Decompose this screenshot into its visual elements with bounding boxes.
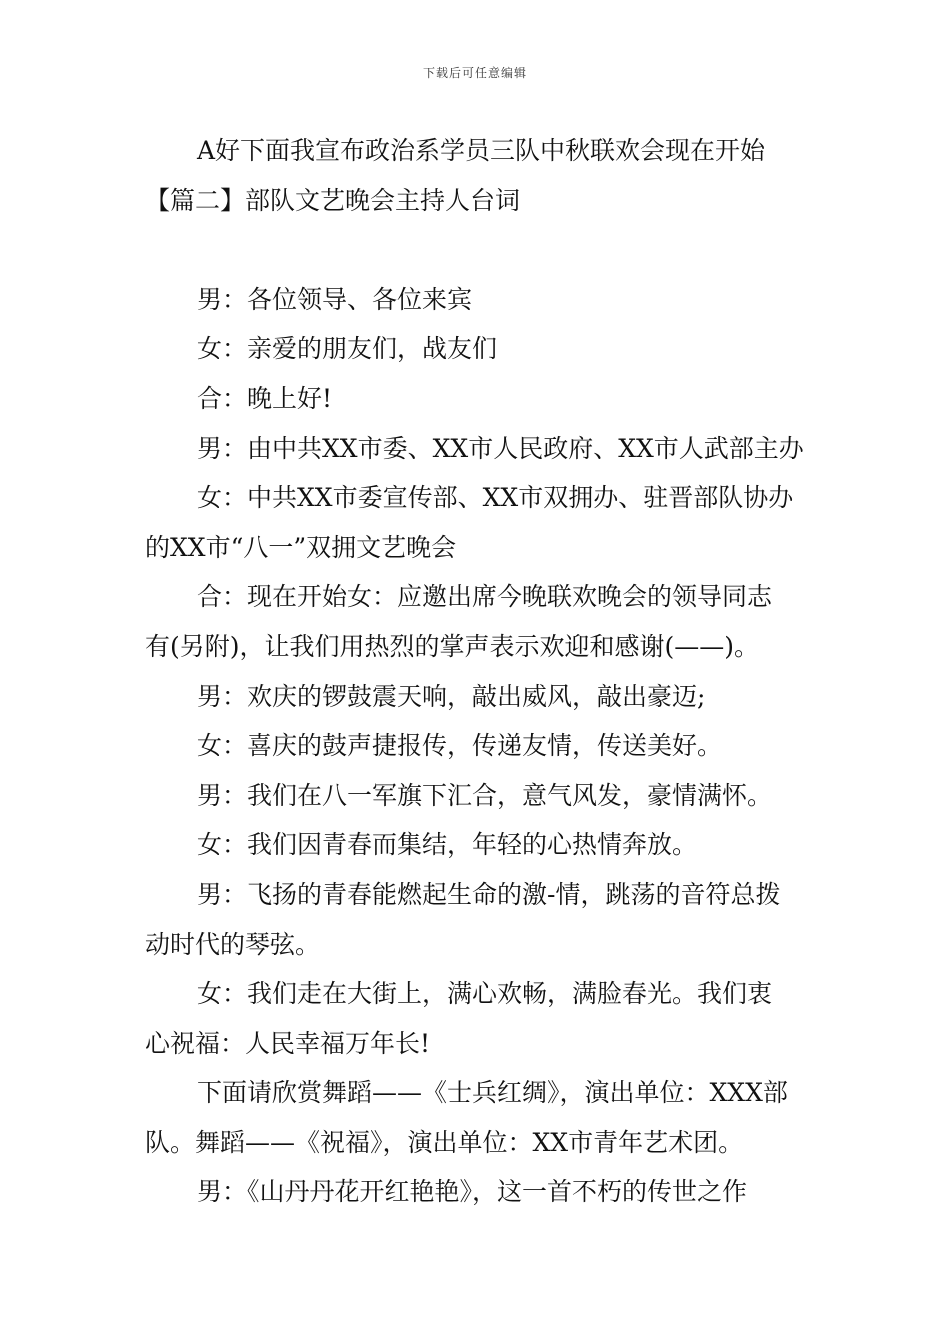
page-header: 下载后可任意编辑 [422, 66, 527, 80]
paragraph-line: 合：晚上好! [197, 383, 333, 413]
paragraph-line: 男：由中共XX市委、XX市人民政府、XX市人武部主办 [197, 433, 804, 463]
paragraph-line: 男：飞扬的青春能燃起生命的激-情，跳荡的音符总拨 [197, 879, 781, 909]
section-heading: 【篇二】部队文艺晚会主持人台词 [145, 185, 521, 215]
paragraph-line: 男：各位领导、各位来宾 [197, 284, 473, 314]
paragraph-line: 男：欢庆的锣鼓震天响，敲出威风，敲出豪迈; [197, 681, 706, 711]
paragraph-line: 合：现在开始女：应邀出席今晚联欢晚会的领导同志 [197, 582, 773, 612]
paragraph-line: 动时代的琴弦。 [145, 929, 321, 959]
paragraph-line: 男：我们在八一军旗下汇合，意气风发，豪情满怀。 [197, 780, 773, 810]
paragraph-line: 有(另附)，让我们用热烈的掌声表示欢迎和感谢(——)。 [145, 631, 760, 661]
document-body [145, 126, 810, 1217]
paragraph-line: 女：喜庆的鼓声捷报传，传递友情，传送美好。 [197, 731, 723, 761]
paragraph-line: 的XX市“八一”双拥文艺晚会 [145, 532, 457, 562]
paragraph-line: 女：中共XX市委宣传部、XX市双拥办、驻晋部队协办 [197, 483, 794, 513]
paragraph-line: 女：我们走在大街上，满心欢畅，满脸春光。我们衷 [197, 979, 773, 1009]
paragraph-line: 队。舞蹈——《祝福》，演出单位：XX市青年艺术团。 [145, 1127, 744, 1157]
paragraph-line: 心祝福：人民幸福万年长! [145, 1028, 431, 1058]
paragraph-line: A好下面我宣布政治系学员三队中秋联欢会现在开始 [197, 136, 766, 165]
paragraph-line: 女：亲爱的朋友们，战友们 [197, 334, 498, 364]
paragraph-line: 男：《山丹丹花开红艳艳》，这一首不朽的传世之作 [197, 1177, 748, 1207]
paragraph-line: 女：我们因青春而集结，年轻的心热情奔放。 [197, 830, 698, 860]
paragraph-line: 下面请欣赏舞蹈——《士兵红绸》，演出单位：XXX部 [197, 1078, 788, 1108]
blank-line [145, 225, 810, 275]
